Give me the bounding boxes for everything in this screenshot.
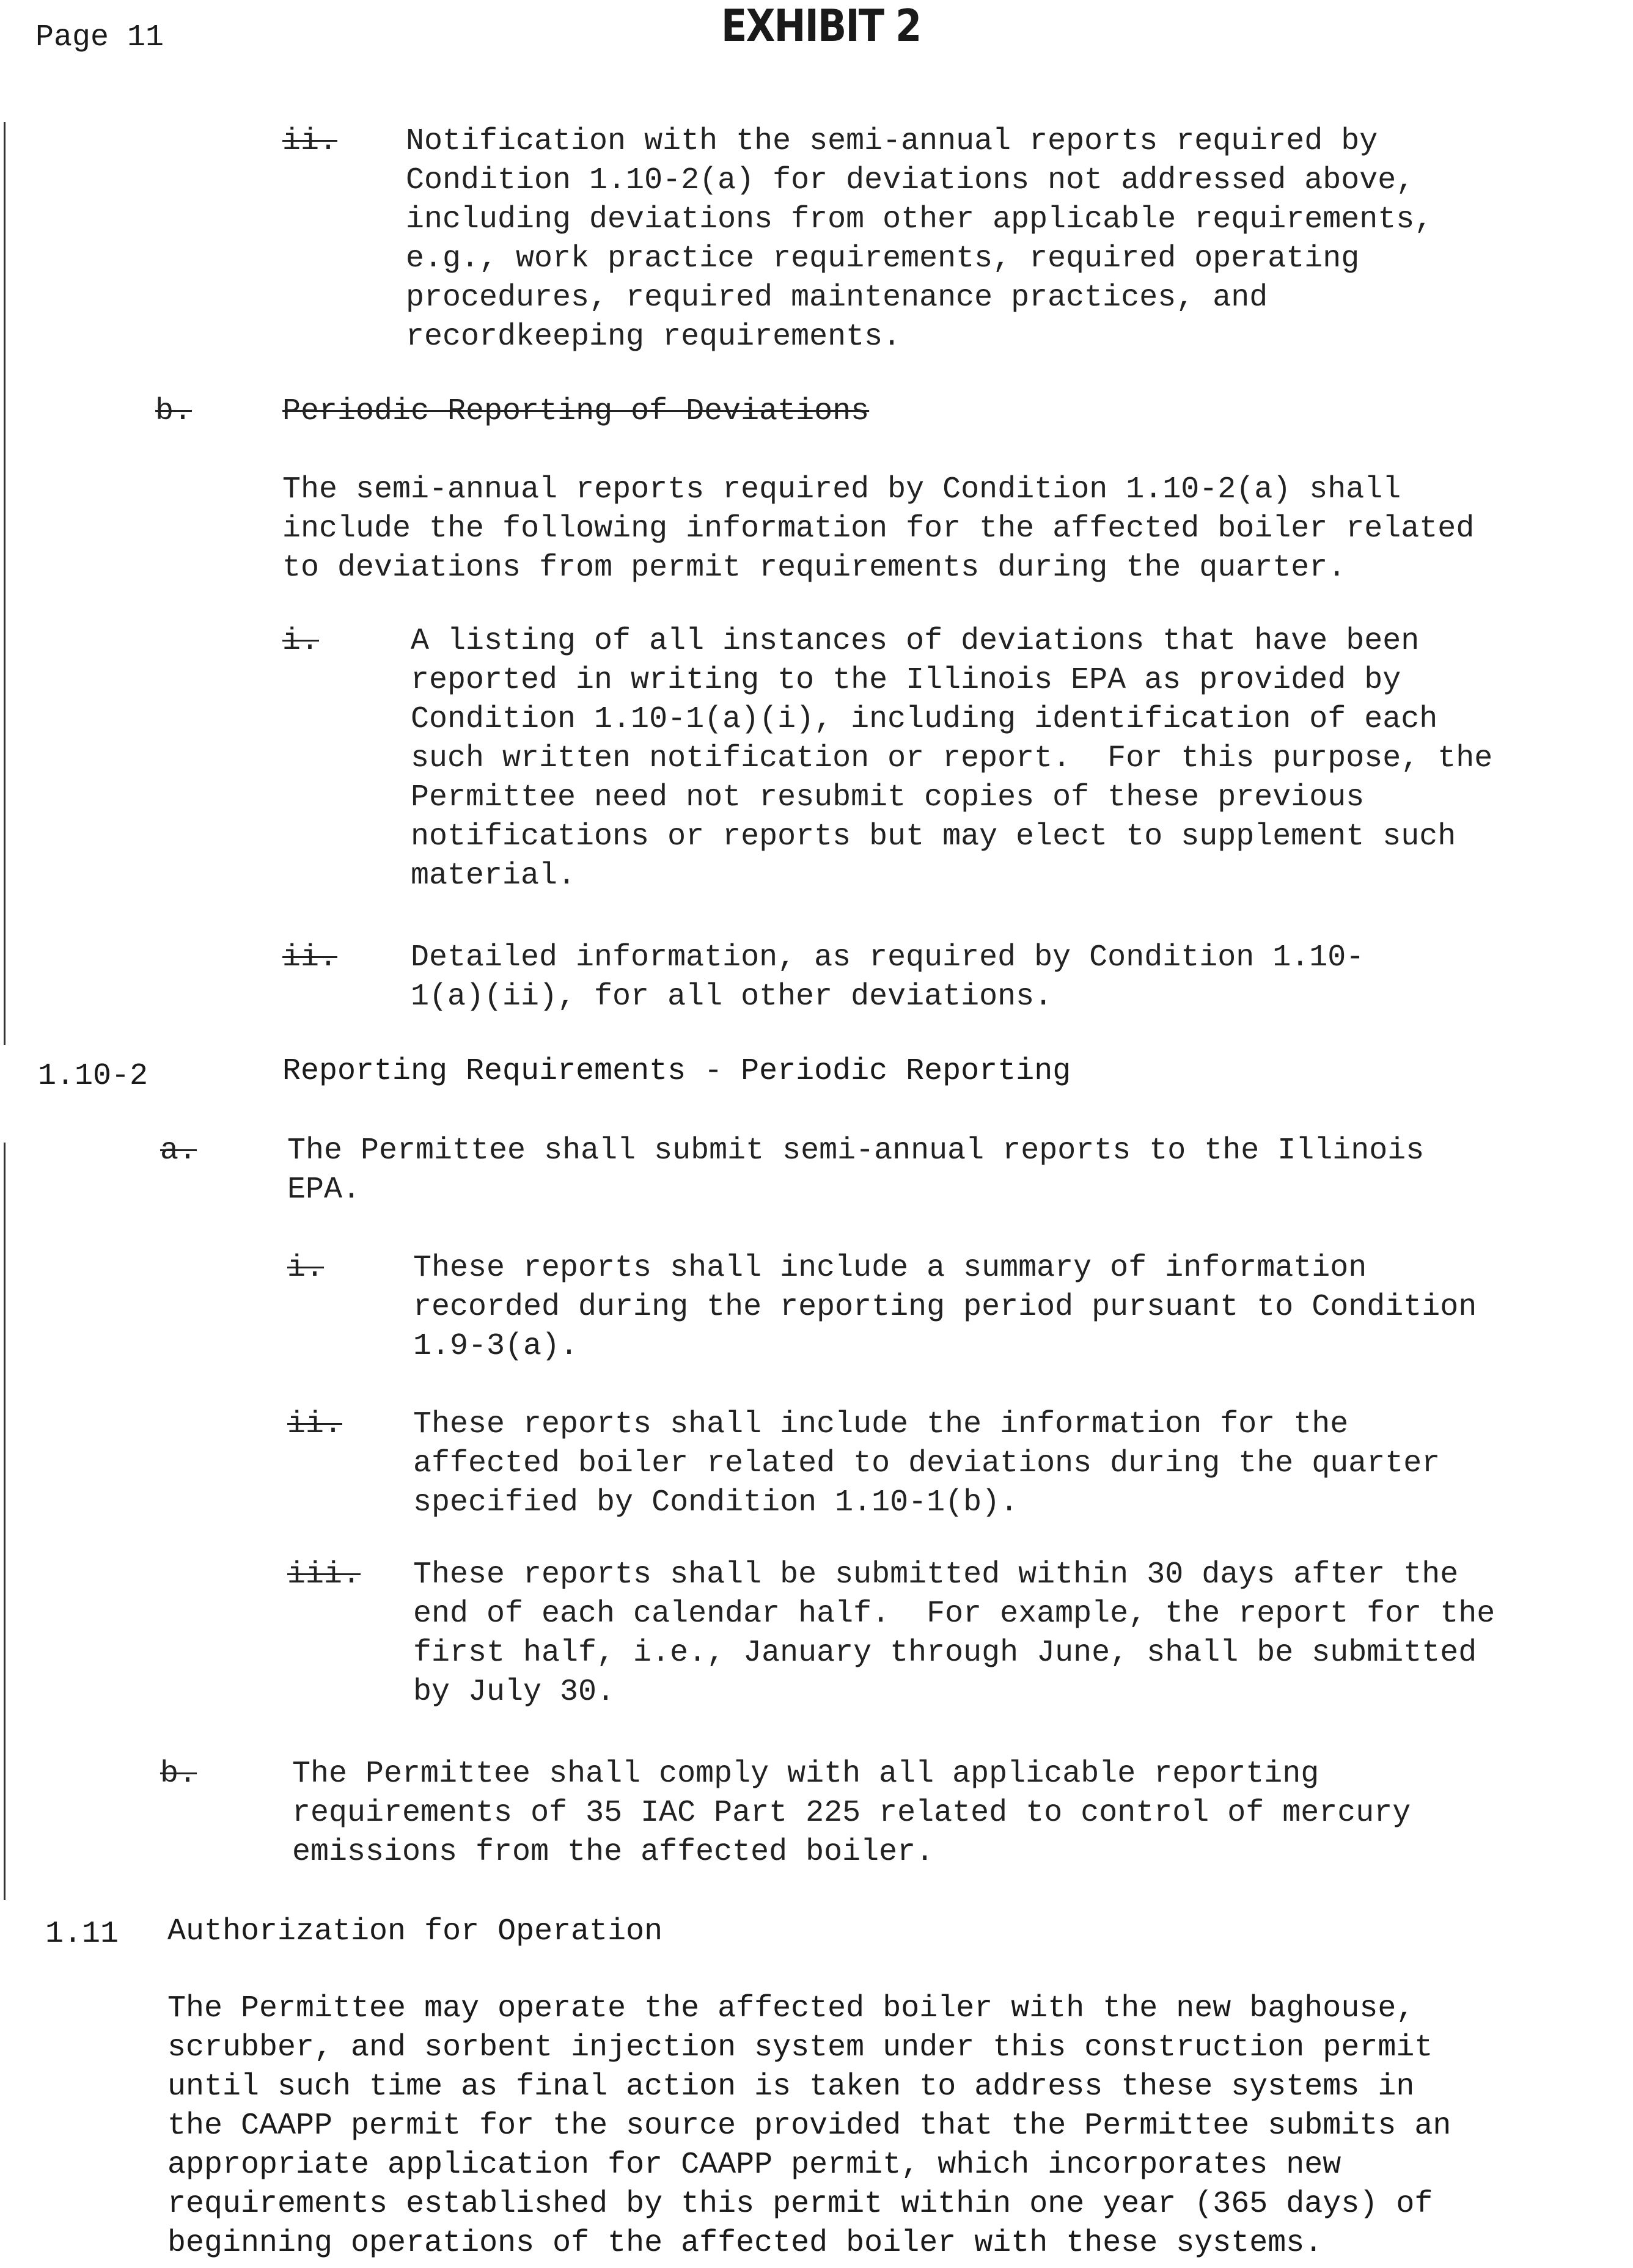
text-line: recordkeeping requirements.: [406, 320, 901, 354]
section-1-10-2-title: Reporting Requirements - Periodic Reporting: [282, 1054, 1071, 1089]
item-b-marker: b.: [155, 394, 193, 429]
text-line: the CAAPP permit for the source provided that the Permittee submits an: [167, 2109, 1451, 2143]
text-line: until such time as final action is taken to address these systems in: [167, 2069, 1415, 2104]
text-line: Notification with the semi-annual reports required by: [406, 124, 1378, 159]
text-line: affected boiler related to deviations during the quarter: [413, 1446, 1440, 1481]
item-1-10-2-a-marker: a.: [160, 1133, 197, 1168]
text-line: recorded during the reporting period pursuant to Condition: [413, 1290, 1477, 1325]
text-line: by July 30.: [413, 1675, 615, 1710]
text-line: include the following information for the affected boiler related: [282, 511, 1475, 546]
text-line: These reports shall be submitted within 30 days after the: [413, 1557, 1459, 1592]
text-line: The Permittee shall comply with all applicable reporting: [292, 1757, 1319, 1791]
section-1-10-2-number: 1.10-2: [38, 1059, 149, 1094]
text-line: appropriate application for CAAPP permit, which incorporates new: [167, 2148, 1341, 2182]
text-line: beginning operations of the affected boiler with these systems.: [167, 2226, 1323, 2261]
text-line: These reports shall include the information for the: [413, 1407, 1349, 1442]
text-line: e.g., work practice requirements, required operating: [406, 241, 1360, 276]
item-b-i-marker: i.: [282, 624, 320, 659]
text-line: scrubber, and sorbent injection system under this construction permit: [167, 2030, 1433, 2065]
text-line: Detailed information, as required by Condition 1.10-: [411, 940, 1365, 975]
text-line: specified by Condition 1.10-1(b).: [413, 1485, 1019, 1520]
text-line: material.: [411, 858, 576, 893]
text-line: 1.9-3(a).: [413, 1329, 579, 1364]
text-line: procedures, required maintenance practices, and: [406, 280, 1268, 315]
item-1-10-2-a-i-marker: i.: [287, 1251, 325, 1286]
text-line: notifications or reports but may elect to supplement such: [411, 819, 1456, 854]
text-line: requirements established by this permit within one year (365 days) of: [167, 2187, 1433, 2222]
text-line: to deviations from permit requirements during the quarter.: [282, 551, 1346, 585]
text-line: requirements of 35 IAC Part 225 related to control of mercury: [292, 1796, 1411, 1831]
text-line: reported in writing to the Illinois EPA as provided by: [411, 663, 1401, 698]
page-number: Page 11: [35, 20, 164, 55]
item-1-10-2-b-marker: b.: [160, 1757, 197, 1791]
exhibit-title: EXHIBIT 2: [721, 0, 921, 51]
text-line: end of each calendar half. For example, the report for the: [413, 1597, 1495, 1631]
item-b-ii-marker: ii.: [282, 940, 338, 975]
item-1-10-2-a-iii-marker: iii.: [287, 1557, 361, 1592]
revision-bar-top: [4, 122, 6, 1045]
item-1-10-2-a-ii-marker: ii.: [287, 1407, 343, 1442]
text-line: A listing of all instances of deviations that have been: [411, 624, 1420, 659]
text-line: The semi-annual reports required by Condition 1.10-2(a) shall: [282, 472, 1401, 507]
text-line: first half, i.e., January through June, shall be submitted: [413, 1636, 1477, 1670]
text-line: EPA.: [287, 1172, 361, 1207]
text-line: such written notification or report. For this purpose, the: [411, 741, 1493, 776]
text-line: Condition 1.10-2(a) for deviations not addressed above,: [406, 163, 1415, 198]
text-line: Permittee need not resubmit copies of these previous: [411, 780, 1365, 815]
item-b-title: Periodic Reporting of Deviations: [282, 394, 870, 429]
text-line: The Permittee shall submit semi-annual reports to the Illinois: [287, 1133, 1425, 1168]
text-line: The Permittee may operate the affected boiler with the new baghouse,: [167, 1991, 1415, 2026]
section-1-11-title: Authorization for Operation: [167, 1914, 663, 1949]
section-1-11-number: 1.11: [45, 1917, 119, 1952]
text-line: 1(a)(ii), for all other deviations.: [411, 979, 1053, 1014]
text-line: emissions from the affected boiler.: [292, 1835, 934, 1870]
revision-bar-middle: [4, 1143, 6, 1900]
text-line: Condition 1.10-1(a)(i), including identification of each: [411, 702, 1438, 737]
text-line: These reports shall include a summary of information: [413, 1251, 1367, 1286]
item-a-ii-marker: ii.: [282, 124, 338, 159]
text-line: including deviations from other applicable requirements,: [406, 202, 1433, 237]
